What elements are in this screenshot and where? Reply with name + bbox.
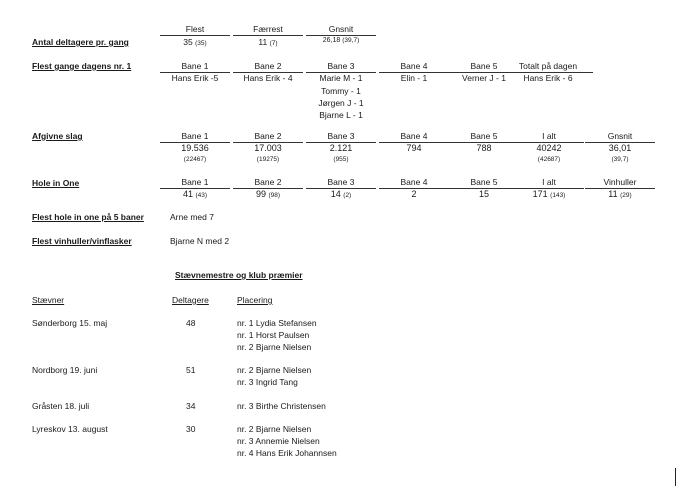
attendance-header-flest: Flest	[160, 24, 230, 36]
event-placing: nr. 3 Ingrid Tang	[237, 377, 298, 387]
hio-ialt: 171 (143)	[532, 189, 566, 199]
hio-bane2: 99 (98)	[255, 189, 281, 199]
event-placing: nr. 3 Annemie Nielsen	[237, 436, 320, 446]
most-first-bane2: Hans Erik - 4	[243, 73, 293, 83]
attendance-value-gnsnit: 26,18 (39,7)	[322, 37, 360, 44]
attendance-header-gnsnit: Gnsnit	[306, 24, 376, 36]
tournaments-title: Stævnemestre og klub præmier	[175, 270, 303, 280]
event-participants: 30	[186, 424, 196, 434]
strokes-bane2: 17.003	[254, 143, 282, 153]
page-edge-mark	[675, 468, 676, 486]
strokes-header-bane5: Bane 5	[449, 131, 519, 143]
hio-bane3: 14 (2)	[330, 189, 352, 199]
event-name: Lyreskov 13. august	[32, 424, 108, 434]
strokes-bane1-prev: (22467)	[183, 156, 207, 163]
most-first-header-total: Totalt på dagen	[503, 61, 593, 73]
strokes-ialt: 40242	[536, 143, 562, 153]
event-placing: nr. 4 Hans Erik Johannsen	[237, 448, 337, 458]
most-first-bane3-1: Marie M - 1	[319, 73, 363, 83]
most-first-bane1: Hans Erik -5	[171, 73, 219, 83]
event-name: Sønderborg 15. maj	[32, 318, 108, 328]
strokes-bane4: 794	[406, 143, 422, 153]
hio-vinhuller: 11 (29)	[608, 189, 632, 199]
most-first-bane3-2: Tommy - 1	[321, 86, 361, 96]
hio-header-bane5: Bane 5	[449, 177, 519, 189]
most-first-bane3-4: Bjarne L - 1	[319, 110, 363, 120]
event-placing: nr. 2 Bjarne Nielsen	[237, 424, 312, 434]
attendance-label: Antal deltagere pr. gang	[32, 37, 129, 47]
strokes-gnsnit: 36,01	[608, 143, 632, 153]
event-name: Gråsten 18. juli	[32, 401, 90, 411]
event-placing: nr. 1 Horst Paulsen	[237, 330, 310, 340]
strokes-bane3: 2.121	[329, 143, 353, 153]
most-first-header-bane3: Bane 3	[306, 61, 376, 73]
strokes-label: Afgivne slag	[32, 131, 83, 141]
event-placing: nr. 3 Birthe Christensen	[237, 401, 326, 411]
hio-label: Hole in One	[32, 178, 80, 188]
strokes-header-ialt: I alt	[514, 131, 584, 143]
attendance-value-faerrest: 11 (7)	[258, 37, 278, 47]
event-placing: nr. 2 Bjarne Nielsen	[237, 342, 312, 352]
strokes-header-gnsnit: Gnsnit	[585, 131, 655, 143]
hio-header-bane1: Bane 1	[160, 177, 230, 189]
hio-header-bane2: Bane 2	[233, 177, 303, 189]
strokes-bane2-prev: (19275)	[256, 156, 280, 163]
strokes-header-bane2: Bane 2	[233, 131, 303, 143]
hio-header-bane4: Bane 4	[379, 177, 449, 189]
strokes-header-bane1: Bane 1	[160, 131, 230, 143]
most-first-bane3-3: Jørgen J - 1	[318, 98, 364, 108]
col-participants-header: Deltagere	[172, 295, 209, 305]
most-first-bane5: Verner J - 1	[462, 73, 506, 83]
hio-all5-value: Arne med 7	[170, 212, 214, 222]
strokes-bane3-prev: (955)	[333, 156, 349, 163]
strokes-bane5: 788	[476, 143, 492, 153]
most-first-header-bane2: Bane 2	[233, 61, 303, 73]
hio-header-vinhuller: Vinhuller	[585, 177, 655, 189]
col-placing-header: Placering	[237, 295, 273, 305]
event-participants: 34	[186, 401, 196, 411]
hio-header-bane3: Bane 3	[306, 177, 376, 189]
event-participants: 51	[186, 365, 196, 375]
attendance-header-faerrest: Færrest	[233, 24, 303, 36]
strokes-gnsnit-prev: (39,7)	[611, 156, 629, 163]
event-placing: nr. 1 Lydia Stefansen	[237, 318, 317, 328]
hio-header-ialt: I alt	[514, 177, 584, 189]
most-first-label: Flest gange dagens nr. 1	[32, 61, 132, 71]
event-placing: nr. 2 Bjarne Nielsen	[237, 365, 312, 375]
col-event-header: Stævner	[32, 295, 65, 305]
most-first-header-bane4: Bane 4	[379, 61, 449, 73]
wine-label: Flest vinhuller/vinflasker	[32, 236, 132, 246]
most-first-total: Hans Erik - 6	[523, 73, 573, 83]
hio-bane1: 41 (43)	[182, 189, 208, 199]
hio-bane5: 15	[478, 189, 489, 199]
strokes-header-bane3: Bane 3	[306, 131, 376, 143]
attendance-value-flest: 35 (35)	[183, 37, 207, 47]
event-participants: 48	[186, 318, 196, 328]
wine-value: Bjarne N med 2	[170, 236, 230, 246]
hio-bane4: 2	[411, 189, 417, 199]
hio-all5-label: Flest hole in one på 5 baner	[32, 212, 144, 222]
most-first-header-bane1: Bane 1	[160, 61, 230, 73]
strokes-bane1: 19.536	[181, 143, 209, 153]
most-first-header-bane5: Bane 5	[449, 61, 519, 73]
strokes-ialt-prev: (42687)	[537, 156, 561, 163]
strokes-header-bane4: Bane 4	[379, 131, 449, 143]
most-first-bane4: Elin - 1	[400, 73, 428, 83]
event-name: Nordborg 19. juni	[32, 365, 98, 375]
